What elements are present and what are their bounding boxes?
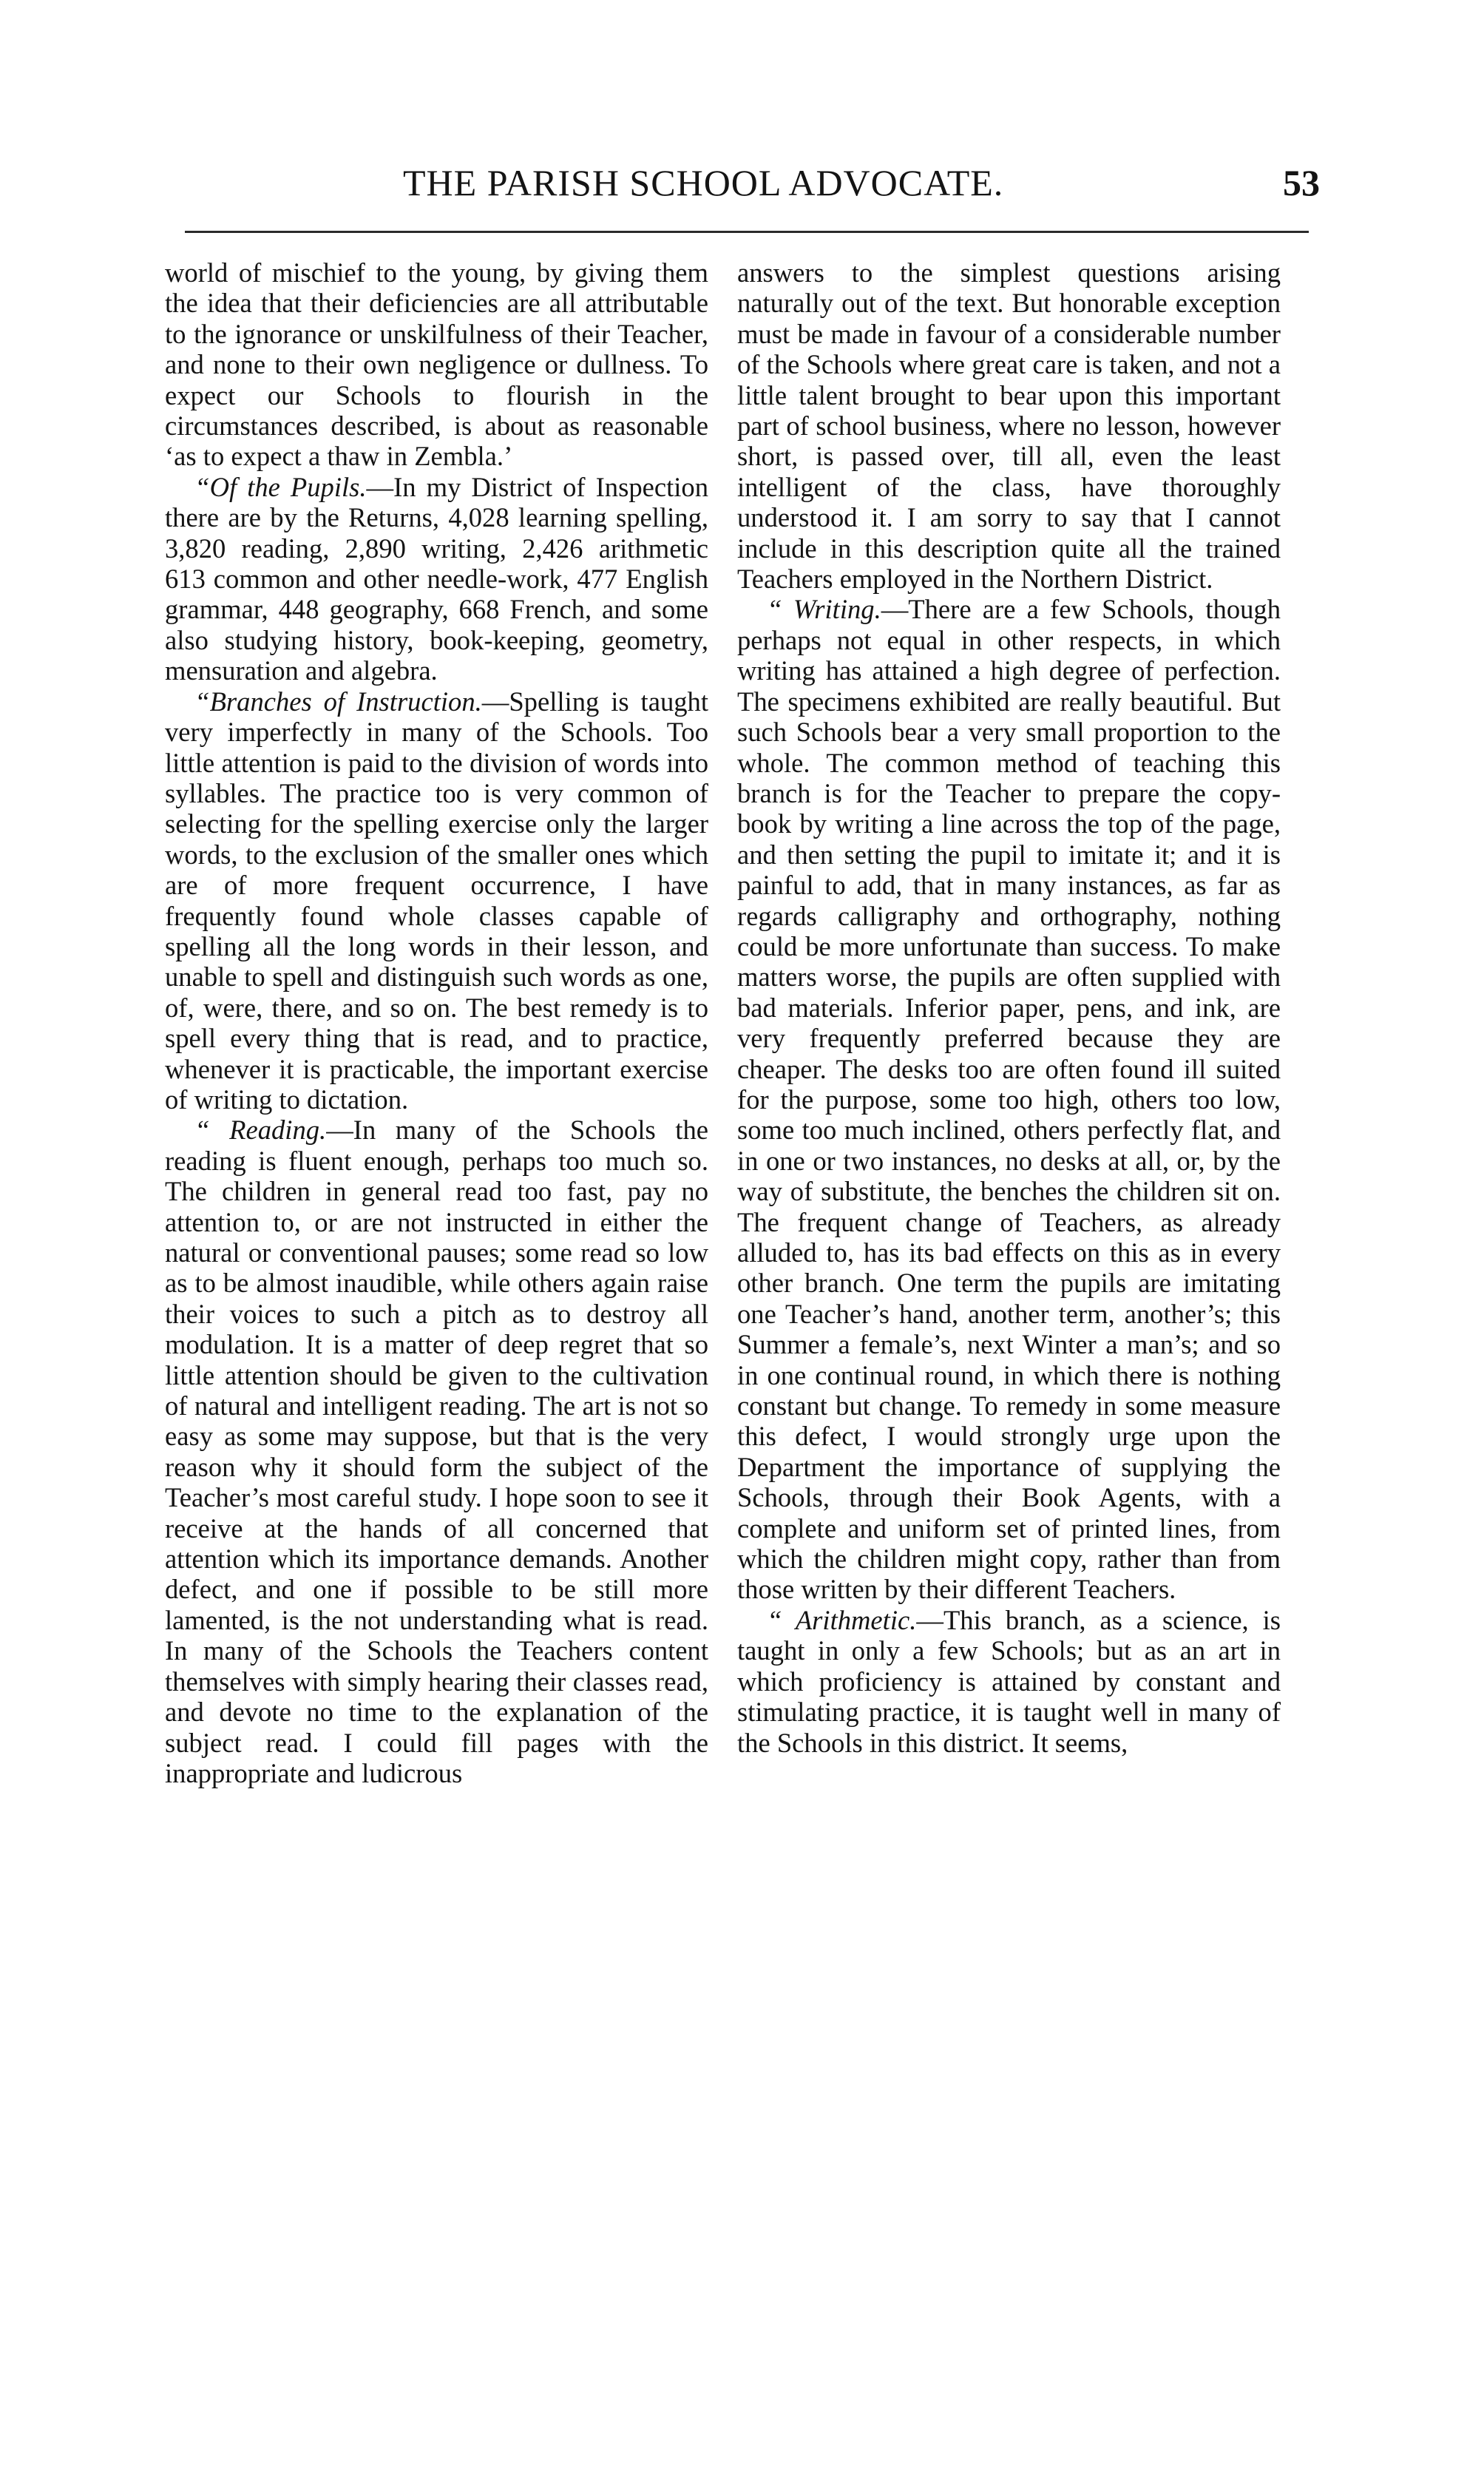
paragraph: answers to the simplest questions arising naturally out of the text. But honorable exception must be made in favour of a considerable number of the Schools where great care is taken, and not a little talent brought to bear upon this important part of school business, where no lesson, however short, is passed over, till all, even the least intelligent of the class, have thoroughly understood it. I am sorry to say that I cannot include in this description quite all the trained Teachers employed in the Northern District.: [737, 257, 1281, 595]
paragraph-lead: “ Writing.: [767, 594, 881, 625]
paragraph: world of mischief to the young, by giving them the idea that their deficiencies are all attributable to the ignorance or unskilfulness of their Teacher, and none to their own negligence or dullness. To expect our Schools to flourish in the circumstances described, is about as reasonable ‘as to expect a thaw in Zembla.’: [165, 257, 708, 472]
paragraph: “Of the Pupils.—In my District of Inspection there are by the Returns, 4,028 learning spelling, 3,820 reading, 2,890 writing, 2,426 arithmetic 613 common and other needle-work, 477 English grammar, 448 geography, 668 French, and some also studying history, book-keeping, geometry, mensuration and algebra.: [165, 471, 708, 686]
paragraph-lead: “Branches of Instruction.: [194, 686, 482, 717]
paragraph: “ Arithmetic.—This branch, as a science, is taught in only a few Schools; but as an art in which proficiency is attained by constant and stimulating practice, it is taught well in many of the Schools in this district. It seems,: [737, 1604, 1281, 1758]
paragraph-lead: “ Reading.: [194, 1115, 327, 1146]
right-column: [737, 257, 1281, 1758]
paragraph-lead: “ Arithmetic.: [767, 1604, 917, 1635]
page-number: 53: [1283, 162, 1320, 203]
running-title: THE PARISH SCHOOL ADVOCATE.: [403, 162, 1004, 203]
left-column: [165, 257, 708, 1788]
header-rule: [185, 231, 1309, 233]
paragraph: “ Reading.—In many of the Schools the reading is fluent enough, perhaps too much so. The children in general read too fast, pay no attention to, or are not instructed in either the natural or conventional pauses; some read so low as to be almost inaudible, while others again raise their voices to such a pitch as to destroy all modulation. It is a matter of deep regret that so little attention should be given to the cultivation of natural and intelligent reading. The art is not so easy as some may suppose, but that is the very reason why it should form the subject of the Teacher’s most careful study. I hope soon to see it receive at the hands of all concerned that attention which its importance demands. Another defect, and one if possible to be still more lamented, is the not understanding what is read. In many of the Schools the Teachers content themselves with simply hearing their classes read, and devote no time to the explanation of the subject read. I could fill pages with the inappropriate and ludicrous: [165, 1115, 708, 1788]
paragraph-lead: “Of the Pupils.: [194, 471, 367, 502]
paragraph: “Branches of Instruction.—Spelling is taught very imperfectly in many of the Schools. Too little attention is paid to the division of words into syllables. The practice too is very common of selecting for the spelling exercise only the larger words, to the exclusion of the smaller ones which are of more frequent occurrence, I have frequently found whole classes capable of spelling all the long words in their lesson, and unable to spell and distinguish such words as one, of, were, there, and so on. The best remedy is to spell every thing that is read, and to practice, whenever it is practicable, the important exercise of writing to dictation.: [165, 686, 708, 1115]
paragraph: “ Writing.—There are a few Schools, though perhaps not equal in other respects, in which writing has attained a high degree of perfection. The specimens exhibited are really beautiful. But such Schools bear a very small proportion to the whole. The common method of teaching this branch is for the Teacher to prepare the copy-book by writing a line across the top of the page, and then setting the pupil to imitate it; and it is painful to add, that in many instances, as far as regards calligraphy and orthography, nothing could be more unfortunate than success. To make matters worse, the pupils are often supplied with bad materials. Inferior paper, pens, and ink, are very frequently preferred because they are cheaper. The desks too are often found ill suited for the purpose, some too high, others too low, some too much inclined, others perfectly flat, and in one or two instances, no desks at all, or, by the way of substitute, the benches the children sit on. The frequent change of Teachers, as already alluded to, has its bad effects on this as in every other branch. One term the pupils are imitating one Teacher’s hand, another term, another’s; this Summer a female’s, next Winter a man’s; and so in one continual round, in which there is nothing constant but change. To remedy in some measure this defect, I would strongly urge upon the Department the importance of supplying the Schools, through their Book Agents, with a complete and uniform set of printed lines, from which the children might copy, rather than from those written by their different Teachers.: [737, 594, 1281, 1605]
page-header: [174, 161, 1320, 220]
